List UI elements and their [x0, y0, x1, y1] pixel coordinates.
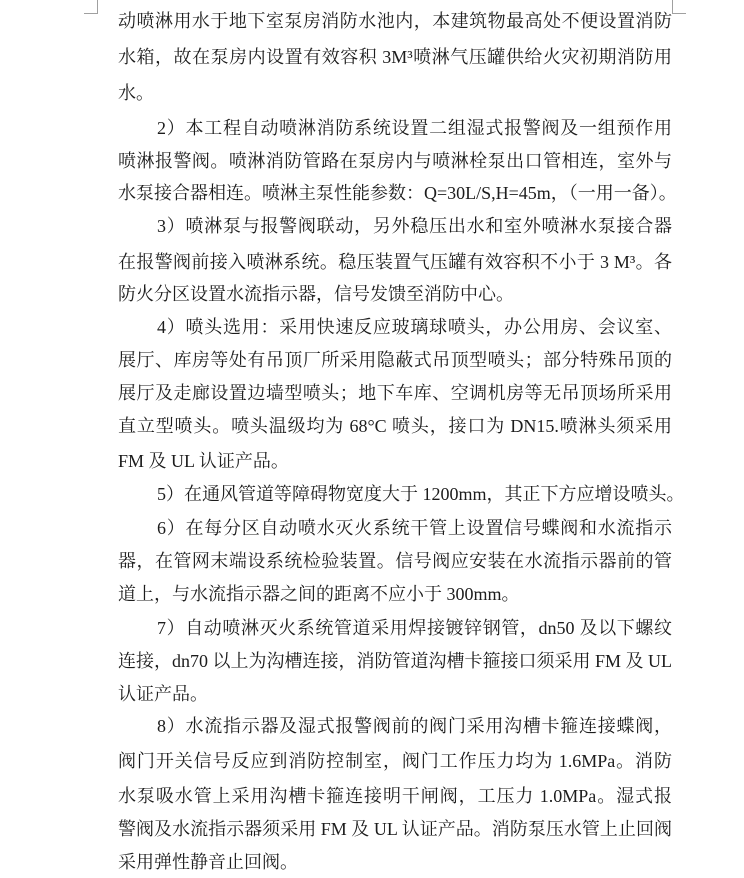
- text-line: 3）喷淋泵与报警阀联动，另外稳压出水和室外喷淋水泵接合器: [157, 216, 672, 236]
- text-line: 2）本工程自动喷淋消防系统设置二组湿式报警阀及一组预作用: [157, 118, 672, 138]
- text-line: 认证产品。: [118, 684, 208, 704]
- crop-mark-top-right: [672, 0, 686, 14]
- text-line: 7）自动喷淋灭火系统管道采用焊接镀锌钢管，dn50 及以下螺纹: [157, 618, 672, 638]
- text-line: 水泵接合器相连。喷淋主泵性能参数：Q=30L/S,H=45m，（一用一备）。: [118, 183, 677, 203]
- text-line: 采用弹性静音止回阀。: [118, 852, 298, 872]
- text-line: 水箱，故在泵房内设置有效容积 3M³喷淋气压罐供给火灾初期消防用: [118, 47, 672, 67]
- text-line: 动喷淋用水于地下室泵房消防水池内，本建筑物最高处不便设置消防: [118, 11, 672, 31]
- text-line: 器，在管网末端设系统检验装置。信号阀应安装在水流指示器前的管: [118, 551, 672, 571]
- text-line: 直立型喷头。喷头温级均为 68°C 喷头，接口为 DN15.喷淋头须采用: [118, 416, 672, 436]
- text-line: 水泵吸水管上采用沟槽卡箍连接明干闸阀，工压力 1.0MPa。湿式报: [118, 786, 672, 806]
- text-line: 5）在通风管道等障碍物宽度大于 1200mm，其正下方应增设喷头。: [157, 484, 685, 504]
- text-line: 道上，与水流指示器之间的距离不应小于 300mm。: [118, 584, 520, 604]
- text-line: 警阀及水流指示器须采用 FM 及 UL 认证产品。消防泵压水管上止回阀: [118, 819, 672, 839]
- text-line: 6）在每分区自动喷水灭火系统干管上设置信号蝶阀和水流指示: [157, 518, 672, 538]
- text-line: 展厅、库房等处有吊顶厂所采用隐蔽式吊顶型喷头；部分特殊吊顶的: [118, 350, 672, 370]
- text-line: 防火分区设置水流指示器，信号发馈至消防中心。: [118, 284, 514, 304]
- text-line: 展厅及走廊设置边墙型喷头；地下车库、空调机房等无吊顶场所采用: [118, 383, 672, 403]
- text-line: 8）水流指示器及湿式报警阀前的阀门采用沟槽卡箍连接蝶阀，: [157, 716, 672, 736]
- text-line: 在报警阀前接入喷淋系统。稳压装置气压罐有效容积不小于 3 M³。各: [118, 252, 672, 272]
- text-line: 水。: [118, 83, 154, 103]
- text-line: 4）喷头选用：采用快速反应玻璃球喷头，办公用房、会议室、: [157, 317, 672, 337]
- crop-mark-top-left: [84, 0, 98, 14]
- text-line: 阀门开关信号反应到消防控制室，阀门工作压力均为 1.6MPa。消防: [118, 751, 672, 771]
- text-line: FM 及 UL 认证产品。: [118, 451, 289, 471]
- text-line: 连接，dn70 以上为沟槽连接，消防管道沟槽卡箍接口须采用 FM 及 UL: [118, 651, 673, 671]
- text-line: 喷淋报警阀。喷淋消防管路在泵房内与喷淋栓泵出口管相连，室外与: [118, 151, 672, 171]
